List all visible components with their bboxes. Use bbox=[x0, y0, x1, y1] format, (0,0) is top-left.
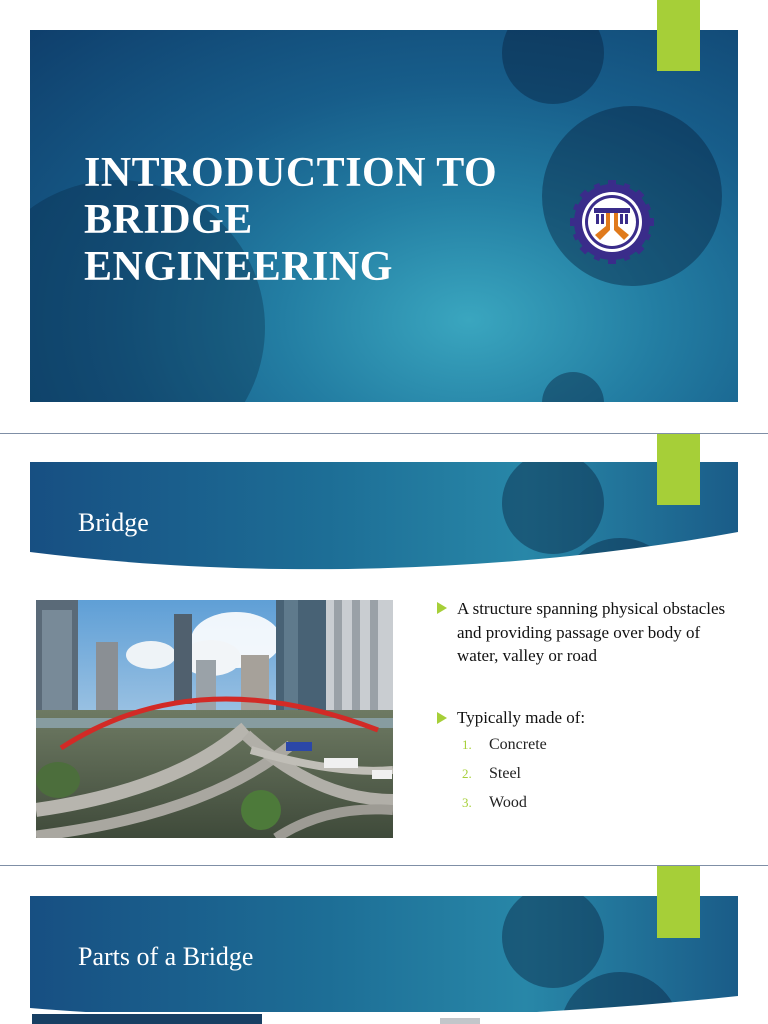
highway-interchange-photo bbox=[36, 600, 393, 838]
accent-tab bbox=[657, 434, 700, 505]
list-item bbox=[462, 794, 547, 823]
list-number: 1. bbox=[462, 737, 472, 752]
content-block-edge bbox=[32, 1014, 262, 1024]
slide-bridge bbox=[0, 434, 768, 864]
list-label: Steel bbox=[489, 765, 521, 782]
list-number: 2. bbox=[462, 766, 472, 781]
title-background-panel bbox=[30, 30, 738, 402]
materials-list bbox=[462, 736, 547, 823]
header-wave bbox=[30, 896, 738, 1012]
list-number: 3. bbox=[462, 795, 472, 810]
accent-tab bbox=[657, 0, 700, 71]
decor-circle bbox=[542, 372, 604, 402]
list-label: Concrete bbox=[489, 736, 547, 753]
bullet-materials: Typically made of: bbox=[457, 708, 586, 727]
bullet-definition: A structure spanning physical obstacles and providing passage over body of water, valley or road bbox=[457, 599, 726, 665]
header-wave bbox=[30, 462, 738, 578]
slide-title: Bridge bbox=[78, 508, 149, 537]
slide-title bbox=[0, 0, 768, 432]
slide-parts-of-a-bridge bbox=[0, 866, 768, 1024]
header-band bbox=[30, 896, 738, 1012]
bullet-arrow-icon bbox=[436, 712, 448, 724]
image-edge bbox=[440, 1018, 480, 1024]
agency-emblem-icon bbox=[570, 180, 654, 264]
accent-tab bbox=[657, 866, 700, 938]
list-item bbox=[462, 765, 547, 794]
list-label: Wood bbox=[489, 794, 527, 811]
header-band bbox=[30, 462, 738, 578]
bullet-arrow-icon bbox=[436, 602, 448, 614]
list-item bbox=[462, 736, 547, 765]
main-title: INTRODUCTION TO BRIDGE ENGINEERING bbox=[84, 150, 498, 290]
slide-title: Parts of a Bridge bbox=[78, 942, 254, 971]
decor-circle bbox=[502, 30, 604, 104]
